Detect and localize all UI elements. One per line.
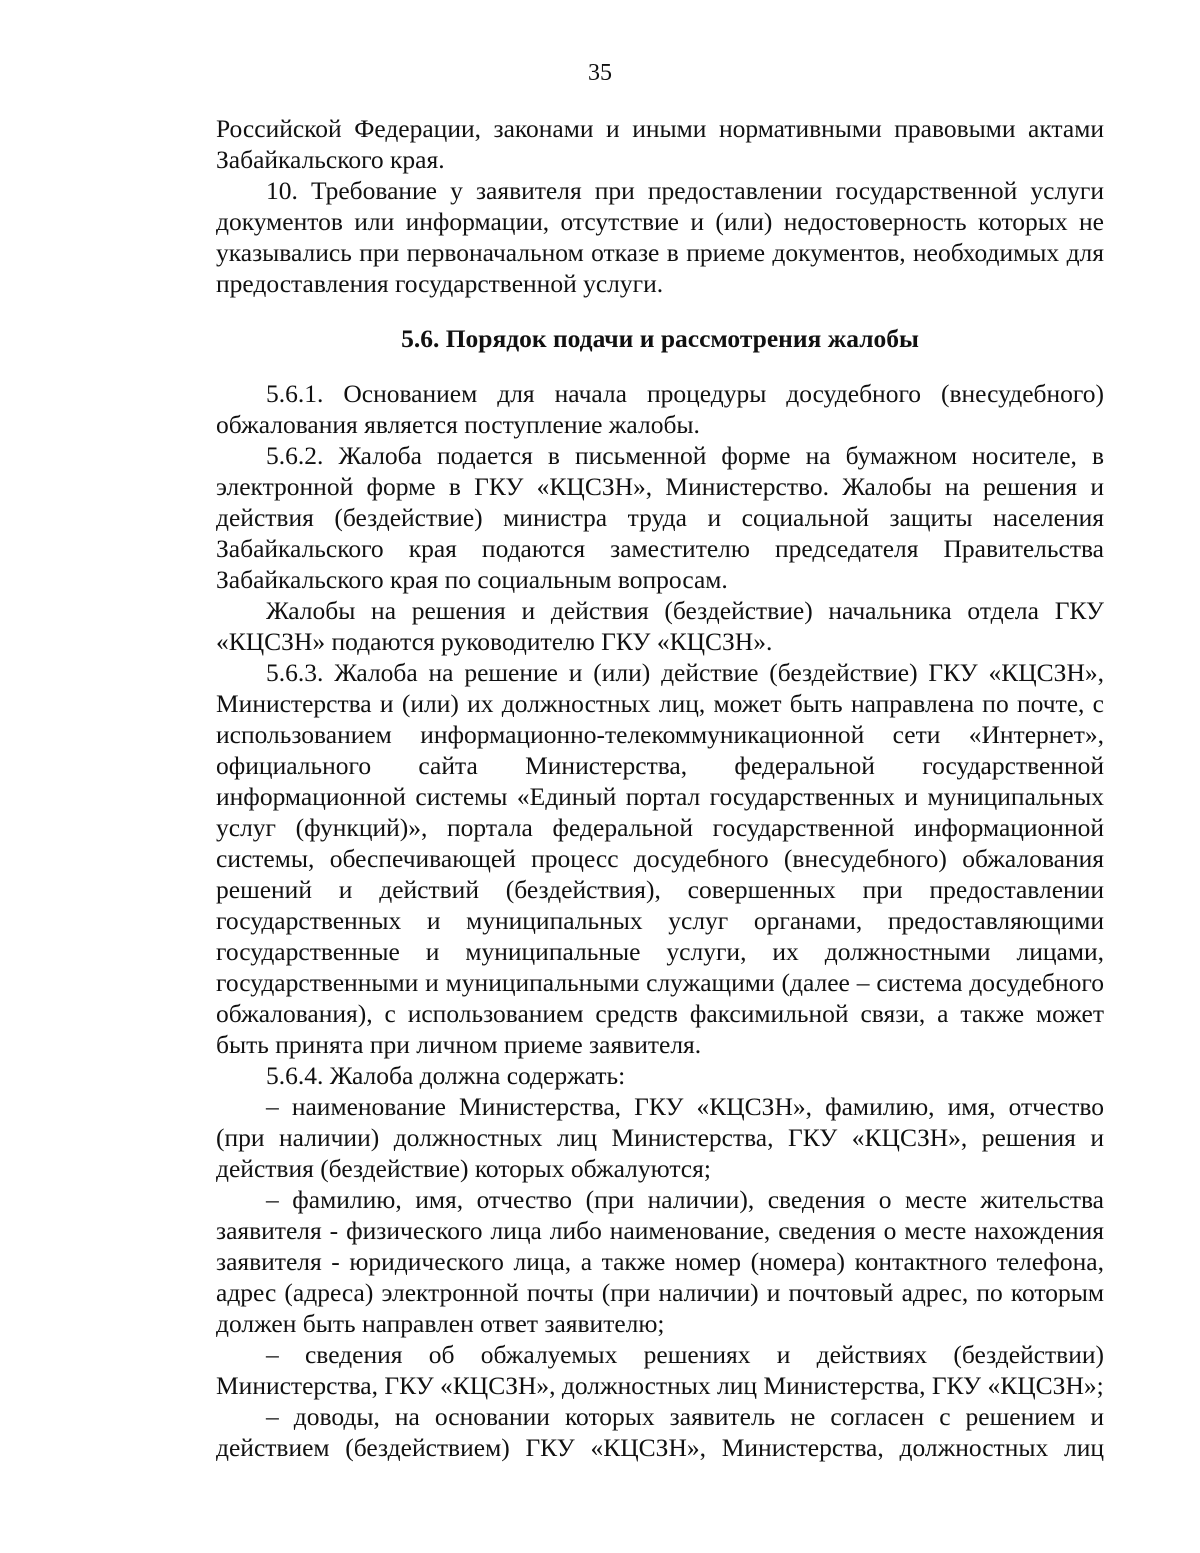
list-item: – фамилию, имя, отчество (при наличии), сведения о месте жительства заявителя - физического лица либо наименование, сведения о месте нахождения заявителя - юридического лица, а также номер (номера) контактного телефона, адрес (адреса) электронной почты (при наличии) и почтовый адрес, по которым должен быть направлен ответ заявителю; bbox=[216, 1185, 1104, 1338]
list-item: – доводы, на основании которых заявитель не согласен с решением и действием (бездействием) ГКУ «КЦСЗН», Министерства, должностных лиц bbox=[216, 1402, 1104, 1462]
list-item: – наименование Министерства, ГКУ «КЦСЗН», фамилию, имя, отчество (при наличии) должностных лиц Министерства, ГКУ «КЦСЗН», решения и действия (бездействие) которых обжалуются; bbox=[216, 1092, 1104, 1183]
paragraph-5-6-2: 5.6.2. Жалоба подается в письменной форме на бумажном носителе, в электронной форме в ГКУ «КЦСЗН», Министерство. Жалобы на решения и действия (бездействие) министра труда и социальной защиты населения Забайкальского края подаются заместителю председателя Правительства Забайкальского края по социальным вопросам. bbox=[216, 441, 1104, 594]
paragraph-item-10: 10. Требование у заявителя при предоставлении государственной услуги документов или информации, отсутствие и (или) недостоверность которых не указывались при первоначальном отказе в приеме документов, необходимых для предоставления государственной услуги. bbox=[216, 176, 1104, 298]
paragraph-5-6-3: 5.6.3. Жалоба на решение и (или) действие (бездействие) ГКУ «КЦСЗН», Министерства и (или) их должностных лиц, может быть направлена по почте, с использованием информационно-телекоммуникационной сети «Интернет», официального сайта Министерства, федеральной государственной информационной системы «Единый портал государственных и муниципальных услуг (функций)», портала федеральной государственной информационной системы, обеспечивающей процесс досудебного (внесудебного) обжалования решений и действий (бездействия), совершенных при предоставлении государственных и муниципальных услуг органами, предоставляющими государственные и муниципальные услуги, их должностными лицами, государственными и муниципальными служащими (далее – система досудебного обжалования), с использованием средств факсимильной связи, а также может быть принята при личном приеме заявителя. bbox=[216, 658, 1104, 1059]
paragraph-5-6-4: 5.6.4. Жалоба должна содержать: bbox=[266, 1061, 626, 1090]
section-heading: 5.6. Порядок подачи и рассмотрения жалобы bbox=[401, 324, 919, 353]
document-body bbox=[216, 113, 1104, 1463]
paragraph-5-6-1: 5.6.1. Основанием для начала процедуры досудебного (внесудебного) обжалования является поступление жалобы. bbox=[216, 379, 1104, 439]
page-number: 35 bbox=[588, 60, 612, 86]
paragraph-continuation: Российской Федерации, законами и иными нормативными правовыми актами Забайкальского края. bbox=[216, 114, 1104, 174]
list-item: – сведения об обжалуемых решениях и действиях (бездействии) Министерства, ГКУ «КЦСЗН», должностных лиц Министерства, ГКУ «КЦСЗН»; bbox=[216, 1340, 1104, 1400]
paragraph-5-6-2-complaints-head: Жалобы на решения и действия (бездействие) начальника отдела ГКУ «КЦСЗН» подаются руководителю ГКУ «КЦСЗН». bbox=[216, 596, 1104, 656]
